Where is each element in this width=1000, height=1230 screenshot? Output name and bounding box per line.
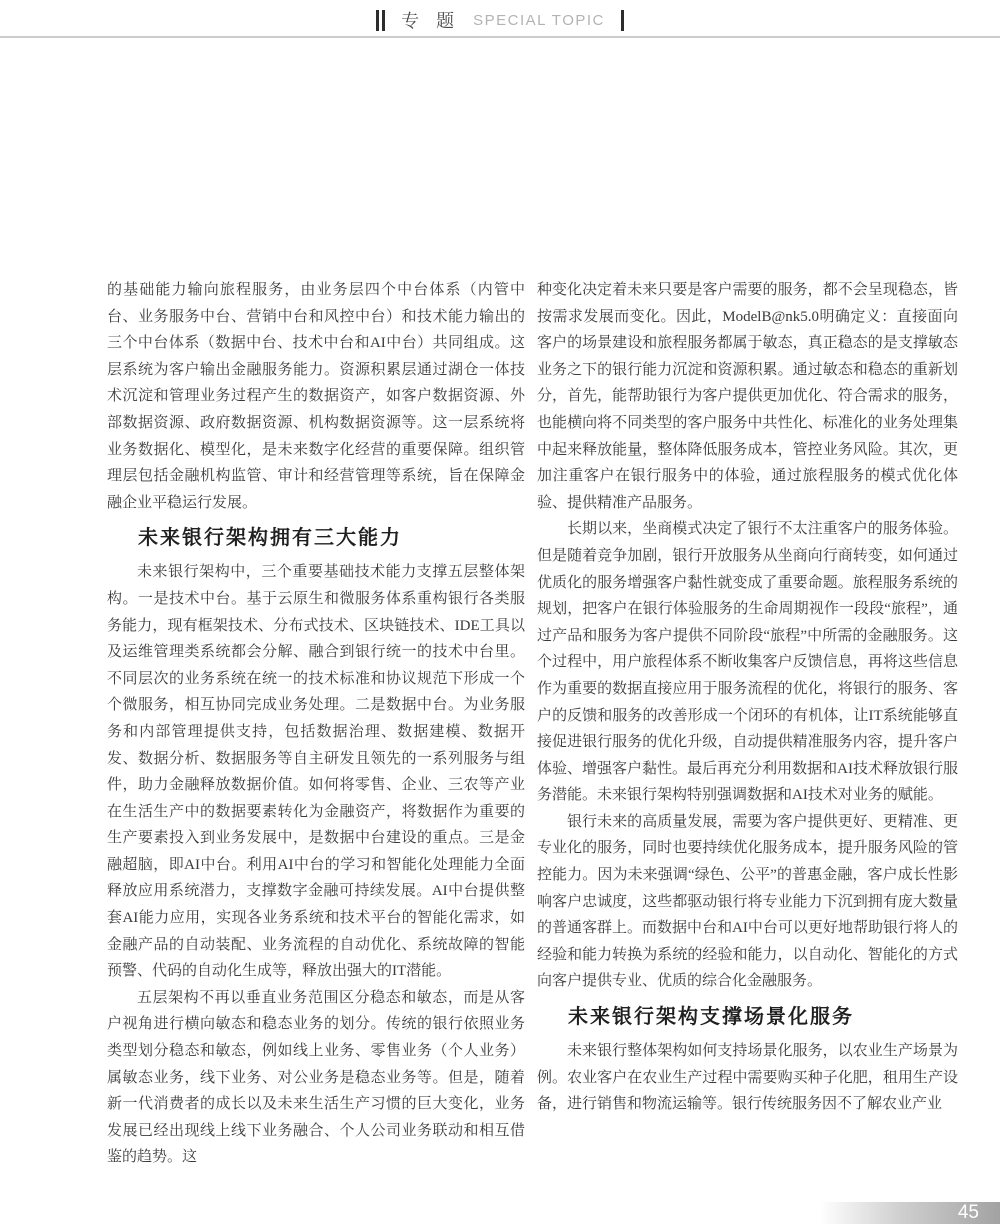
paragraph-agriculture-scenario: 未来银行整体架构如何支持场景化服务，以农业生产场景为例。农业客户在农业生产过程中需要购买种子化肥，租用生产设备，进行销售和物流运输等。银行传统服务因不了解农业产业 (537, 1043, 958, 1113)
header-title-english: SPECIAL TOPIC (473, 11, 605, 29)
article-left-column (107, 277, 525, 1171)
single-bar-icon (621, 10, 624, 31)
section-heading-three-capabilities: 未来银行架构拥有三大能力 (138, 527, 402, 550)
paragraph-agile-stable: 种变化决定着未来只要是客户需要的服务，都不会呈现稳态，皆按需求发展而变化。因此，ModelB@nk5.0明确定义：直接面向客户的场景建设和旅程服务都属于敏态，真正稳态的是支撑敏态业务之下的银行能力沉淀和资源积累。通过敏态和稳态的重新划分，首先，能帮助银行为客户提供更加优化、符合需求的服务，也能横向将不同类型的客户服务中共性化、标准化的业务处理集中起来释放能量，整体降低服务成本，管控业务风险。其次，更加注重客户在银行服务中的体验，通过旅程服务的模式优化体验、提供精准产品服务。 (537, 282, 958, 511)
page-number-strip (820, 1202, 1000, 1224)
page-header (0, 7, 1000, 33)
header-title-chinese: 专题 (401, 11, 472, 31)
header-rule-divider (0, 36, 1000, 38)
paragraph-three-capabilities: 未来银行架构中，三个重要基础技术能力支撑五层整体架构。一是技术中台。基于云原生和微服务体系重构银行各类服务能力，现有框架技术、分布式技术、区块链技术、IDE工具以及运维管理类系统都会分解、融合到银行统一的技术中台里。不同层次的业务系统在统一的技术标准和协议规范下形成一个个微服务，相互协同完成业务处理。二是数据中台。为业务服务和内部管理提供支持，包括数据治理、数据建模、数据开发、数据分析、数据服务等自主研发且领先的一系列服务与组件，助力金融释放数据价值。如何将零售、企业、三农等产业在生活生产中的数据要素转化为金融资产，将数据作为重要的生产要素投入到业务发展中，是数据中台建设的重点。三是金融超脑，即AI中台。利用AI中台的学习和智能化处理能力全面释放应用系统潜力，支撑数字金融可持续发展。AI中台提供整套AI能力应用，实现各业务系统和技术平台的智能化需求，如金融产品的自动装配、业务流程的自动优化、系统故障的智能预警、代码的自动化生成等，释放出强大的IT潜能。 (107, 564, 525, 980)
page-number: 45 (957, 1202, 979, 1223)
double-bar-icon (376, 10, 385, 31)
paragraph-continuation: 的基础能力输向旅程服务，由业务层四个中台体系（内管中台、业务服务中台、营销中台和风控中台）和技术能力输出的三个中台体系（数据中台、技术中台和AI中台）共同组成。这层系统为客户输出金融服务能力。资源积累层通过湖仓一体技术沉淀和管理业务过程产生的数据资产，如客户数据资源、外部数据资源、政府数据资源、机构数据资源等。这一层系统将业务数据化、模型化，是未来数字化经营的重要保障。组织管理层包括金融机构监管、审计和经营管理等系统，旨在保障金融企业平稳运行发展。 (107, 282, 525, 511)
paragraph-five-layer-architecture: 五层架构不再以垂直业务范围区分稳态和敏态，而是从客户视角进行横向敏态和稳态业务的划分。传统的银行依照业务类型划分稳态和敏态，例如线上业务、零售业务（个人业务）属敏态业务，线下业务、对公业务是稳态业务等。但是，随着新一代消费者的成长以及未来生活生产习惯的巨大变化，业务发展已经出现线上线下业务融合、个人公司业务联动和相互借鉴的趋势。这 (107, 989, 525, 1166)
article-right-column (537, 277, 958, 1118)
section-heading-scenario-services: 未来银行架构支撑场景化服务 (568, 1006, 854, 1029)
paragraph-high-quality-development: 银行未来的高质量发展，需要为客户提供更好、更精准、更专业化的服务，同时也要持续优化服务成本，提升服务风险的管控能力。因为未来强调“绿色、公平”的普惠金融，客户成长性影响客户忠诚度，这些都驱动银行将专业能力下沉到拥有庞大数量的普通客群上。而数据中台和AI中台可以更好地帮助银行将人的经验和能力转换为系统的经验和能力，以自动化、智能化的方式向客户提供专业、优质的综合化金融服务。 (537, 813, 958, 990)
paragraph-journey-service: 长期以来，坐商模式决定了银行不太注重客户的服务体验。但是随着竞争加剧，银行开放服务从坐商向行商转变，如何通过优质化的服务增强客户黏性就变成了重要命题。旅程服务系统的规划，把客户在银行体验服务的生命周期视作一段段“旅程”，通过产品和服务为客户提供不同阶段“旅程”中所需的金融服务。这个过程中，用户旅程体系不断收集客户反馈信息，再将这些信息作为重要的数据直接应用于服务流程的优化，将银行的服务、客户的反馈和服务的改善形成一个闭环的有机体，让IT系统能够直接促进银行服务的优化升级，自动提供精准服务内容，提升客户体验、增强客户黏性。最后再充分利用数据和AI技术释放银行服务潜能。未来银行架构特别强调数据和AI技术对业务的赋能。 (537, 521, 958, 804)
